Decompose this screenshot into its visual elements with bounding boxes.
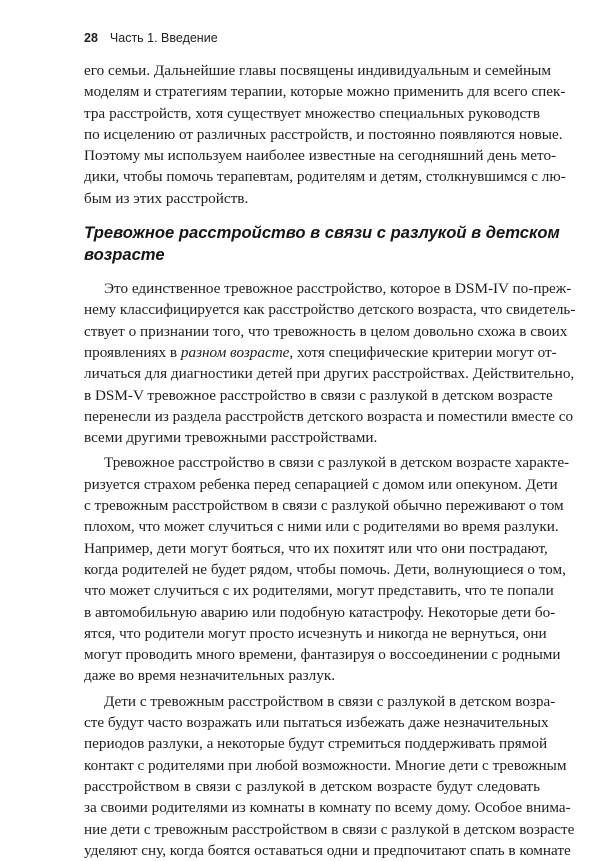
intro-paragraph bbox=[84, 60, 566, 209]
text-line: Например, дети могут бояться, что их похитят или что они пострадают, bbox=[84, 539, 548, 557]
paragraph-1 bbox=[84, 278, 576, 448]
text-line: ризуется страхом ребенка перед сепарацией с домом или опекуном. Дети bbox=[84, 475, 558, 493]
paragraph-2 bbox=[84, 452, 570, 686]
text-line: Дети с тревожным расстройством в связи с разлукой в детском возра- bbox=[104, 692, 556, 710]
text-line: бым из этих расстройств. bbox=[84, 189, 249, 207]
section-heading bbox=[84, 222, 560, 266]
text-line-emphasis bbox=[84, 342, 557, 363]
text-line: Это единственное тревожное расстройство, которое в DSM-IV по-преж- bbox=[104, 280, 572, 298]
text-line: уделяют сну, когда боятся оставаться одни и предпочитают спать в комнате bbox=[84, 841, 571, 859]
text-line: перенесли из раздела расстройств детского возраста и поместили вместе со bbox=[84, 407, 574, 425]
text-line: с тревожным расстройством в связи с разлукой обычно переживают о том bbox=[84, 497, 564, 515]
chapter-title: Часть 1. Введение bbox=[109, 31, 218, 45]
book-page bbox=[84, 28, 576, 861]
text-line: всеми другими тревожными расстройствами. bbox=[84, 429, 378, 447]
text-line: в DSM-V тревожное расстройство в связи с разлукой в детском возрасте bbox=[84, 386, 553, 404]
text-line: в автомобильную аварию или подобную катастрофу. Некоторые дети бо- bbox=[84, 603, 556, 621]
text-line: ятся, что родители могут просто исчезнуть и никогда не вернуться, они bbox=[84, 624, 547, 642]
text-line: моделям и стратегиям терапии, которые можно применить для всего спек- bbox=[84, 83, 566, 101]
text-line: расстройством в связи с разлукой в детском возрасте будут следовать bbox=[84, 777, 540, 795]
text-line: дики, чтобы помочь терапевтам, родителям и детям, столкнувшимся с лю- bbox=[84, 168, 566, 186]
text-line: его семьи. Дальнейшие главы посвящены индивидуальным и семейным bbox=[84, 62, 551, 79]
emphasis-text: разном возрасте bbox=[180, 343, 290, 361]
text-line: личаться для диагностики детей при других расстройствах. Действительно, bbox=[84, 365, 575, 383]
text-line: даже во время незначительных разлук. bbox=[84, 667, 336, 685]
text-line: периодов разлуки, а некоторые будут стремиться поддерживать прямой bbox=[84, 735, 548, 753]
text-line: могут проводить много времени, фантазируя о воссоединении с родными bbox=[84, 646, 561, 664]
text-line: нему классифицируется как расстройство детского возраста, что свидетель- bbox=[84, 301, 576, 319]
page-number: 28 bbox=[84, 31, 98, 45]
text-line: плохом, что может случиться с ними или с родителями во время разлуки. bbox=[84, 518, 559, 536]
text-line: ние дети с тревожным расстройством в связи с разлукой в детском возрасте bbox=[84, 820, 575, 838]
paragraph-3 bbox=[84, 691, 575, 861]
text-line: Тревожное расстройство в связи с разлукой в детском возрасте характе- bbox=[104, 454, 570, 472]
text-line: Поэтому мы используем наиболее известные на сегодняшний день мето- bbox=[84, 147, 557, 165]
text-line: по исцелению от различных расстройств, и постоянно появляются новые. bbox=[84, 125, 563, 143]
text-line: что может случиться с их родителями, могут представить, что те попали bbox=[84, 582, 554, 600]
text-line: контакт с родителями при любой возможности. Многие дети с тревожным bbox=[84, 756, 567, 774]
text-fragment: проявлениях в bbox=[84, 343, 181, 361]
text-line: тра расстройств, хотя существует множество специальных руководств bbox=[84, 104, 540, 122]
section-heading-line: Тревожное расстройство в связи с разлукой в детском bbox=[84, 223, 560, 243]
text-line: ствует о признании того, что тревожность в целом довольно схожа в своих bbox=[84, 322, 568, 340]
text-line: сте будут часто возражать или пытаться избежать даже незначительных bbox=[84, 714, 549, 732]
section-heading-line: возрасте bbox=[84, 245, 165, 265]
text-fragment: , хотя специфические критерии могут от- bbox=[289, 343, 557, 361]
text-line: когда родителей не будет рядом, чтобы помочь. Дети, волнующиеся о том, bbox=[84, 560, 566, 578]
text-line: за своими родителями из комнаты в комнату по всему дому. Особое внима- bbox=[84, 799, 571, 817]
running-head bbox=[84, 28, 540, 48]
